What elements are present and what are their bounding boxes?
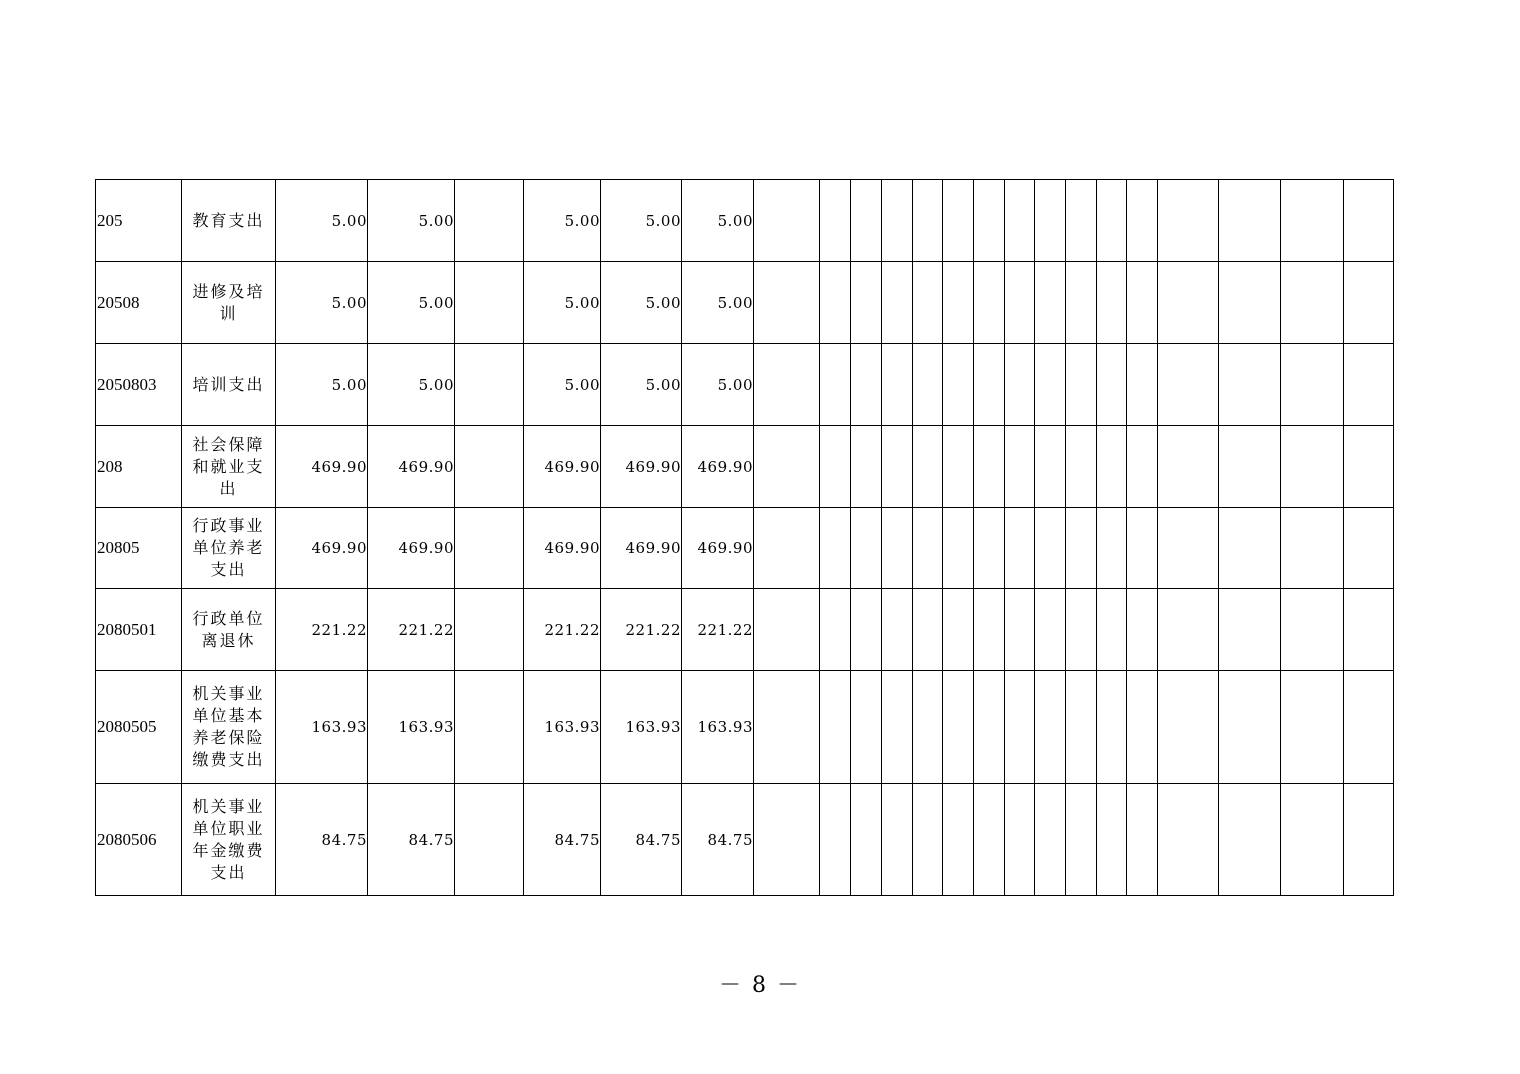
empty-cell — [1281, 262, 1344, 344]
row-name-text: 社会保障和就业支出 — [192, 434, 265, 498]
amount-cell — [455, 180, 524, 262]
amount-cell: 84.75 — [524, 784, 601, 896]
row-code: 2080501 — [96, 589, 182, 671]
empty-cell — [1281, 784, 1344, 896]
empty-cell — [1005, 671, 1035, 784]
empty-cell — [882, 180, 913, 262]
amount-cell: 221.22 — [524, 589, 601, 671]
empty-cell — [1281, 589, 1344, 671]
amount-cell: 469.90 — [276, 426, 368, 508]
empty-cell — [974, 344, 1005, 426]
empty-cell — [1281, 671, 1344, 784]
empty-cell — [820, 262, 851, 344]
empty-cell — [820, 784, 851, 896]
empty-cell — [943, 180, 974, 262]
row-name-text: 行政事业单位养老支出 — [192, 516, 265, 579]
row-name — [182, 508, 276, 589]
empty-cell — [974, 784, 1005, 896]
empty-cell — [851, 784, 882, 896]
empty-cell — [1097, 784, 1127, 896]
empty-cell — [1005, 784, 1035, 896]
empty-cell — [820, 426, 851, 508]
table-row — [96, 671, 1394, 784]
table-row — [96, 344, 1394, 426]
empty-cell — [913, 508, 943, 589]
empty-cell — [1097, 262, 1127, 344]
empty-cell — [1005, 344, 1035, 426]
empty-cell — [1066, 180, 1097, 262]
amount-cell: 5.00 — [276, 344, 368, 426]
amount-cell: 5.00 — [601, 344, 682, 426]
row-name — [182, 784, 276, 896]
empty-cell — [1344, 508, 1394, 589]
empty-cell — [754, 180, 820, 262]
amount-cell: 163.93 — [682, 671, 754, 784]
empty-cell — [851, 589, 882, 671]
amount-cell: 469.90 — [524, 426, 601, 508]
empty-cell — [913, 262, 943, 344]
empty-cell — [1281, 344, 1344, 426]
table-row — [96, 180, 1394, 262]
empty-cell — [1281, 508, 1344, 589]
row-code: 2080506 — [96, 784, 182, 896]
amount-cell: 5.00 — [524, 344, 601, 426]
empty-cell — [1158, 180, 1219, 262]
empty-cell — [882, 589, 913, 671]
row-name — [182, 344, 276, 426]
empty-cell — [913, 344, 943, 426]
amount-cell: 221.22 — [368, 589, 455, 671]
empty-cell — [1158, 262, 1219, 344]
empty-cell — [882, 784, 913, 896]
amount-cell: 5.00 — [276, 262, 368, 344]
empty-cell — [1344, 344, 1394, 426]
amount-cell: 5.00 — [524, 180, 601, 262]
empty-cell — [1097, 426, 1127, 508]
amount-cell — [455, 344, 524, 426]
empty-cell — [1127, 426, 1158, 508]
amount-cell: 84.75 — [368, 784, 455, 896]
empty-cell — [1005, 426, 1035, 508]
empty-cell — [754, 671, 820, 784]
empty-cell — [943, 784, 974, 896]
empty-cell — [1344, 262, 1394, 344]
empty-cell — [882, 344, 913, 426]
empty-cell — [913, 589, 943, 671]
table-row — [96, 784, 1394, 896]
row-name-text: 培训支出 — [192, 374, 265, 394]
row-name-text: 机关事业单位职业年金缴费支出 — [192, 796, 265, 882]
amount-cell: 5.00 — [601, 180, 682, 262]
budget-table — [95, 179, 1394, 896]
empty-cell — [1097, 344, 1127, 426]
empty-cell — [1066, 508, 1097, 589]
empty-cell — [1127, 671, 1158, 784]
empty-cell — [1127, 508, 1158, 589]
empty-cell — [974, 180, 1005, 262]
empty-cell — [754, 262, 820, 344]
empty-cell — [943, 508, 974, 589]
empty-cell — [974, 426, 1005, 508]
amount-cell: 5.00 — [368, 180, 455, 262]
table-row — [96, 262, 1394, 344]
amount-cell: 84.75 — [682, 784, 754, 896]
row-name — [182, 180, 276, 262]
empty-cell — [974, 671, 1005, 784]
amount-cell — [455, 426, 524, 508]
empty-cell — [1127, 344, 1158, 426]
empty-cell — [1097, 589, 1127, 671]
empty-cell — [754, 508, 820, 589]
empty-cell — [1219, 508, 1281, 589]
empty-cell — [1066, 344, 1097, 426]
empty-cell — [1158, 671, 1219, 784]
empty-cell — [1066, 784, 1097, 896]
empty-cell — [851, 344, 882, 426]
empty-cell — [1097, 180, 1127, 262]
empty-cell — [913, 784, 943, 896]
empty-cell — [851, 426, 882, 508]
empty-cell — [1066, 426, 1097, 508]
empty-cell — [1035, 589, 1066, 671]
empty-cell — [913, 671, 943, 784]
row-code: 205 — [96, 180, 182, 262]
row-name — [182, 426, 276, 508]
empty-cell — [1035, 262, 1066, 344]
empty-cell — [1219, 589, 1281, 671]
empty-cell — [1344, 671, 1394, 784]
empty-cell — [1035, 508, 1066, 589]
table-row — [96, 426, 1394, 508]
empty-cell — [882, 671, 913, 784]
empty-cell — [1219, 671, 1281, 784]
empty-cell — [1127, 262, 1158, 344]
amount-cell: 469.90 — [601, 508, 682, 589]
empty-cell — [1158, 508, 1219, 589]
amount-cell: 5.00 — [368, 344, 455, 426]
row-code: 2080505 — [96, 671, 182, 784]
row-code: 20508 — [96, 262, 182, 344]
empty-cell — [943, 262, 974, 344]
empty-cell — [1127, 784, 1158, 896]
amount-cell: 5.00 — [682, 262, 754, 344]
empty-cell — [820, 344, 851, 426]
empty-cell — [1281, 180, 1344, 262]
empty-cell — [851, 508, 882, 589]
empty-cell — [974, 589, 1005, 671]
empty-cell — [943, 344, 974, 426]
empty-cell — [1344, 784, 1394, 896]
empty-cell — [1219, 262, 1281, 344]
row-name-text: 机关事业单位基本养老保险缴费支出 — [192, 684, 265, 769]
empty-cell — [943, 426, 974, 508]
empty-cell — [913, 426, 943, 508]
empty-cell — [1005, 180, 1035, 262]
amount-cell: 84.75 — [601, 784, 682, 896]
empty-cell — [1066, 589, 1097, 671]
row-code: 208 — [96, 426, 182, 508]
empty-cell — [754, 784, 820, 896]
empty-cell — [1158, 426, 1219, 508]
empty-cell — [974, 508, 1005, 589]
amount-cell: 5.00 — [682, 180, 754, 262]
amount-cell — [455, 508, 524, 589]
empty-cell — [1219, 426, 1281, 508]
empty-cell — [943, 589, 974, 671]
amount-cell: 5.00 — [276, 180, 368, 262]
table-row — [96, 508, 1394, 589]
empty-cell — [754, 589, 820, 671]
empty-cell — [1035, 180, 1066, 262]
empty-cell — [820, 180, 851, 262]
empty-cell — [1005, 508, 1035, 589]
amount-cell: 5.00 — [368, 262, 455, 344]
empty-cell — [1281, 426, 1344, 508]
empty-cell — [1219, 344, 1281, 426]
empty-cell — [882, 508, 913, 589]
empty-cell — [1066, 262, 1097, 344]
empty-cell — [1219, 180, 1281, 262]
empty-cell — [1035, 344, 1066, 426]
empty-cell — [974, 262, 1005, 344]
empty-cell — [754, 344, 820, 426]
amount-cell — [455, 262, 524, 344]
empty-cell — [943, 671, 974, 784]
empty-cell — [1005, 589, 1035, 671]
amount-cell: 469.90 — [682, 508, 754, 589]
amount-cell: 163.93 — [276, 671, 368, 784]
amount-cell: 5.00 — [682, 344, 754, 426]
amount-cell: 5.00 — [601, 262, 682, 344]
amount-cell: 469.90 — [524, 508, 601, 589]
amount-cell: 469.90 — [601, 426, 682, 508]
empty-cell — [1127, 180, 1158, 262]
empty-cell — [851, 262, 882, 344]
empty-cell — [820, 589, 851, 671]
empty-cell — [820, 671, 851, 784]
amount-cell: 163.93 — [368, 671, 455, 784]
amount-cell — [455, 671, 524, 784]
empty-cell — [1344, 589, 1394, 671]
row-code: 2050803 — [96, 344, 182, 426]
row-name-text: 行政单位离退休 — [192, 608, 265, 650]
empty-cell — [1127, 589, 1158, 671]
amount-cell — [455, 784, 524, 896]
row-name-text: 教育支出 — [192, 210, 265, 230]
empty-cell — [851, 671, 882, 784]
amount-cell: 221.22 — [682, 589, 754, 671]
empty-cell — [1035, 671, 1066, 784]
amount-cell: 469.90 — [682, 426, 754, 508]
empty-cell — [1219, 784, 1281, 896]
empty-cell — [913, 180, 943, 262]
table-row — [96, 589, 1394, 671]
amount-cell: 163.93 — [601, 671, 682, 784]
row-code: 20805 — [96, 508, 182, 589]
empty-cell — [1005, 262, 1035, 344]
empty-cell — [820, 508, 851, 589]
row-name — [182, 262, 276, 344]
amount-cell: 469.90 — [368, 426, 455, 508]
empty-cell — [1158, 344, 1219, 426]
empty-cell — [1158, 784, 1219, 896]
empty-cell — [1035, 426, 1066, 508]
amount-cell: 5.00 — [524, 262, 601, 344]
amount-cell: 84.75 — [276, 784, 368, 896]
amount-cell: 221.22 — [601, 589, 682, 671]
empty-cell — [1066, 671, 1097, 784]
amount-cell: 221.22 — [276, 589, 368, 671]
row-name — [182, 589, 276, 671]
empty-cell — [754, 426, 820, 508]
empty-cell — [851, 180, 882, 262]
row-name-text: 进修及培训 — [192, 281, 265, 323]
empty-cell — [1097, 508, 1127, 589]
empty-cell — [1158, 589, 1219, 671]
empty-cell — [1097, 671, 1127, 784]
empty-cell — [882, 262, 913, 344]
amount-cell — [455, 589, 524, 671]
table-body — [96, 180, 1394, 896]
amount-cell: 163.93 — [524, 671, 601, 784]
empty-cell — [1035, 784, 1066, 896]
amount-cell: 469.90 — [368, 508, 455, 589]
row-name — [182, 671, 276, 784]
empty-cell — [1344, 180, 1394, 262]
empty-cell — [1344, 426, 1394, 508]
amount-cell: 469.90 — [276, 508, 368, 589]
empty-cell — [882, 426, 913, 508]
page-number: － 8 － — [719, 973, 801, 998]
